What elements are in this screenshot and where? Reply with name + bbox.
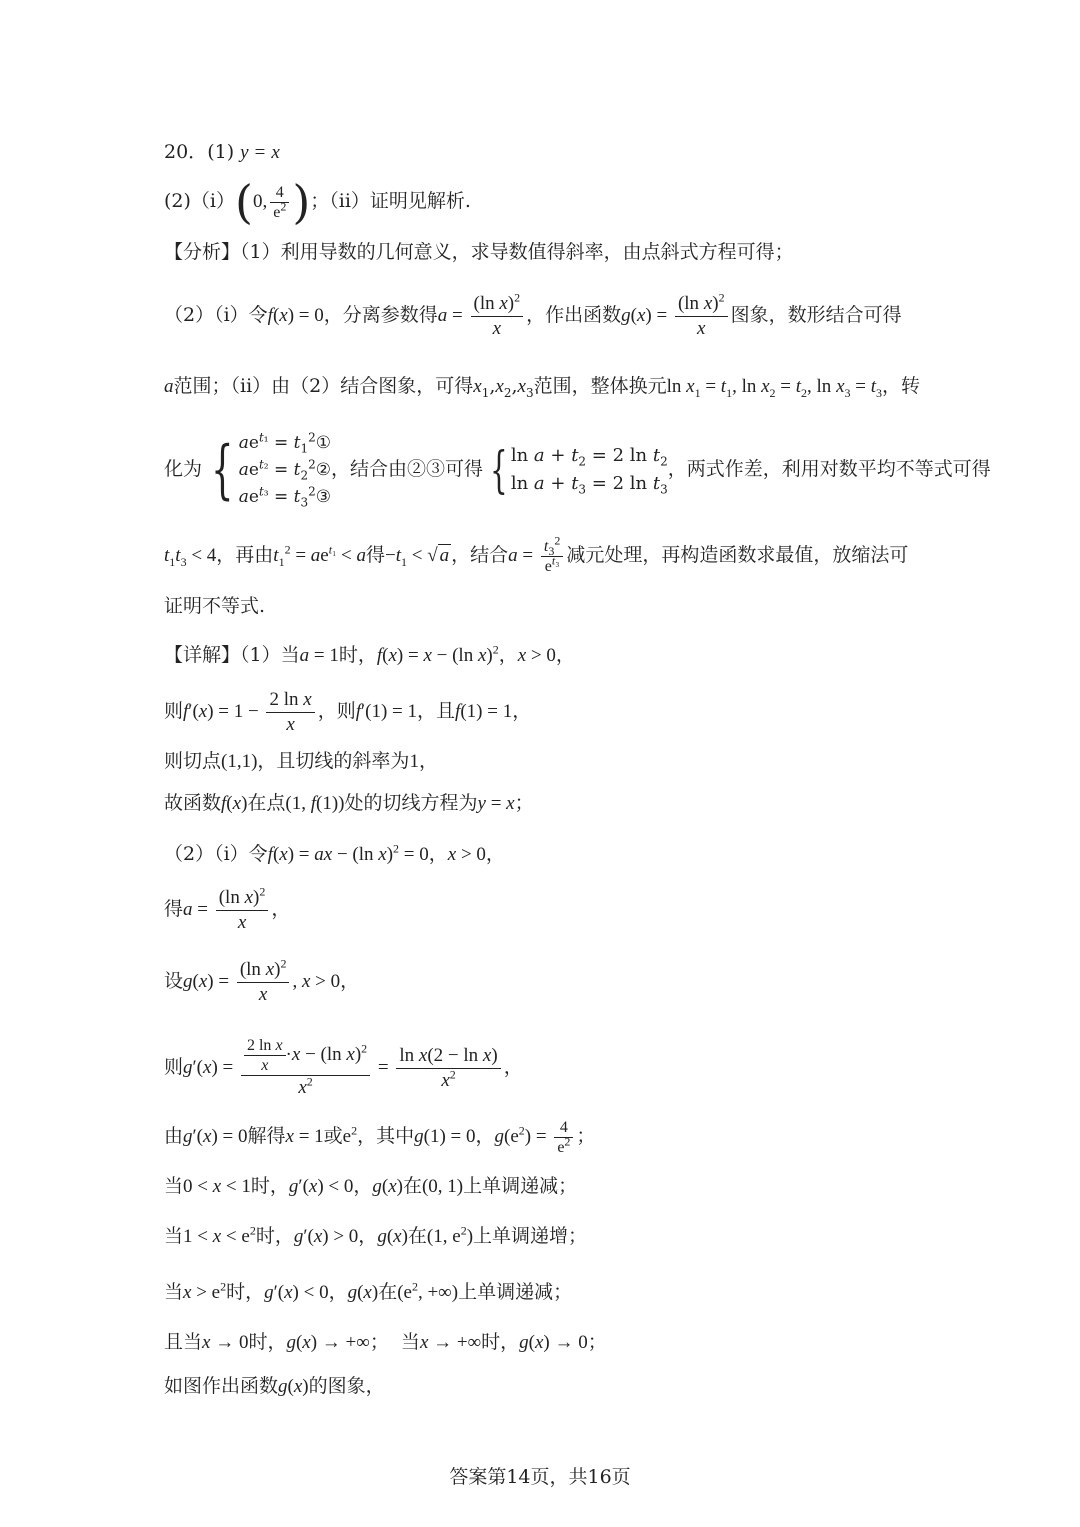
analysis-line-3: a范围；（ii）由（2）结合图象，可得$x_1,x_2,x_3$范围，整体换元$\ln x_1 = t_1$, $\ln x_2 = t_2$, $\ln x_3 = t_3$，转 [164,375,921,400]
part-2-label: (2)（i） [164,190,235,212]
analysis-line-5: $t_1t_3 < 4$，再由$t_1^2 = ae^{t_1} < a$得$-t_1$ < √ a ，结合a = $\frac{t_3^2}{e^{t_3}}$ 减元处理，再构造函数求最值，放缩法可 [164,533,909,575]
detail-line-6: 得a = $\frac{(\ln x)^2}{x}$ ， [164,884,291,933]
page-footer: 答案第14页，共16页 [449,1466,631,1488]
analysis-tag: 【分析】 [164,241,241,263]
answer-2: (2)（i）(0, $\frac{4}{e^2}$ )；（ii）证明见解析. [164,175,471,229]
analysis-line-4: 化为 { $ae^{t_1}$ = $t_1^2①$ $ae^{t_2}$ = $t_2^2②$ $ae^{t_3}$ = $t_3^2③$ ，结合由②③可得 { $\ln a + t_2 = 2$ $\ln t_2$ $\ln a + t_3 = 2$ $\ln t_3$ ，两式作差，利用对数平均不等式可得 [164,429,991,509]
answer-1: 20．(1) y = x [164,141,280,163]
part-2-ii: ；（ii）证明见解析. [310,190,471,212]
detail-line-10: 当0 < x < 1时，g′(x) < 0，g(x)在(0, 1)上单调递减； [164,1175,578,1197]
detail-line-7: 设g(x) = $\frac{(\ln x)^2}{x}$ , x > 0， [164,956,360,1005]
analysis-line-2: （2）（i）令f(x) = 0，分离参数得a = $\frac{(\ln x)^2}{x}$ ，作出函数g(x) = $\frac{(\ln x)^2}{x}$ 图象，数形结合可得 [164,290,902,339]
detail-line-9: 由g′(x) = 0解得x = 1或$e^2$，其中g(1) = 0，$g(e^2)$ = $\frac{4}{e^2}$ ； [164,1118,596,1156]
detail-line-14: 如图作出函数g(x)的图象， [164,1375,385,1397]
detail-line-8: 则g′(x) = $\frac{\text{2 ln x}}{x}$ ·x − (ln x)$^2$ $x^2$ = $\frac{\text{ln x(2 − ln x)}}{x^2}$ ， [164,1037,523,1098]
detail-line-11: 当$1 < x < e^2$时，g′(x) > 0，g(x)在(1, $e^2$)上单调递增； [164,1223,588,1247]
detail-line-2: 则f′(x) = 1 − $\frac{\text{2 ln x}}{x}$ ，则f′(1) = 1，且f(1) = 1， [164,688,532,735]
part-1-label: (1) [207,141,235,163]
detail-line-13: 且当x → 0时，g(x) → +∞； 当x → +∞时，g(x) → 0； [164,1331,607,1353]
detail-line-5: （2）（i）令f(x) = ax − (ln x)$^2$ = 0，x > 0， [164,841,505,865]
analysis-line-1: 【分析】（1）利用导数的几何意义，求导数值得斜率，由点斜式方程可得； [164,241,794,263]
detail-line-1: 【详解】（1）当a = 1时，f(x) = x − (ln x)$^2$，x > 0， [164,642,575,666]
detail-tag: 【详解】 [164,644,241,666]
detail-line-4: 故函数f(x)在点(1, f(1))处的切线方程为y = x； [164,792,534,814]
analysis-line-6: 证明不等式. [164,595,266,617]
detail-line-3: 则切点(1,1)，且切线的斜率为1， [164,750,438,772]
question-number: 20． [164,141,208,163]
detail-line-12: 当$x > e^2$时，g′(x) < 0，g(x)在($e^2$, +∞)上单调递减； [164,1279,573,1303]
